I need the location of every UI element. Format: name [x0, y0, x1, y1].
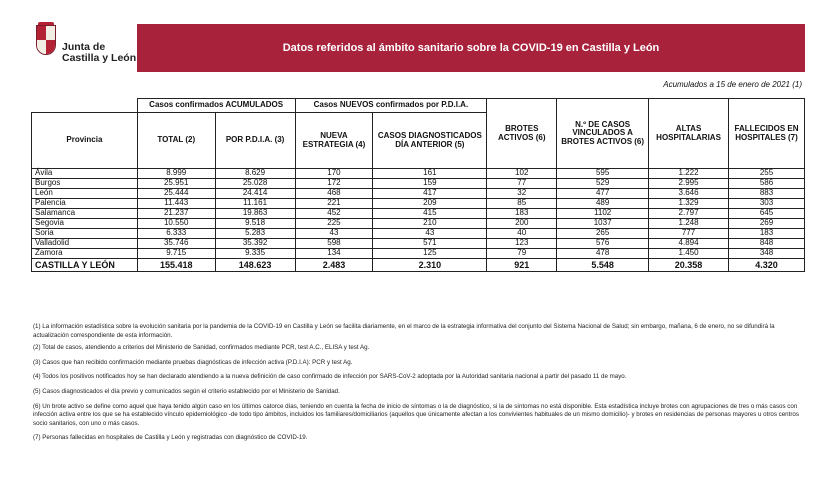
cell-provincia: Burgos: [32, 179, 138, 189]
cell-brotes: 32: [487, 189, 557, 199]
cell-brotes: 200: [487, 219, 557, 229]
cell-nueva: 221: [295, 199, 373, 209]
cell-anterior: 571: [373, 239, 487, 249]
cell-fallecidos: 848: [729, 239, 805, 249]
cell-vinculados: 1102: [557, 209, 649, 219]
cell-brotes: 123: [487, 239, 557, 249]
cell-fallecidos: 269: [729, 219, 805, 229]
cell-total: 21.237: [137, 209, 215, 219]
col-header-fallecidos: FALLECIDOS EN HOSPITALES (7): [729, 99, 805, 169]
table-row: [32, 209, 805, 219]
cell-fallecidos: 883: [729, 189, 805, 199]
col-header-nueva: NUEVA ESTRATEGIA (4): [295, 113, 373, 169]
col-header-altas: ALTAS HOSPITALARIAS: [649, 99, 729, 169]
cell-brotes: 40: [487, 229, 557, 239]
cell-altas: 4.894: [649, 239, 729, 249]
coat-of-arms-icon: [36, 25, 56, 55]
cell-total: 11.443: [137, 199, 215, 209]
footnote: (1) La información estadística sobre la evolución sanitaria por la pandemia de la COVID-19 en Castilla y León se facilita diariamente, en el marco de la estrategia informativa del conjunto del Sistema Nacional de Salud; sin embargo, mañana, 6 de enero, no se difundirá la actualización correspondiente de esta información.: [33, 323, 775, 339]
table-total-row: [32, 259, 805, 272]
cell-fallecidos: 586: [729, 179, 805, 189]
cell-pdia: 11.161: [215, 199, 295, 209]
title-banner: [137, 24, 805, 72]
cell-vinculados: 1037: [557, 219, 649, 229]
cell-brotes: 77: [487, 179, 557, 189]
cell-altas: 2.797: [649, 209, 729, 219]
cell-anterior: 210: [373, 219, 487, 229]
footnote: (3) Casos que han recibido confirmación mediante pruebas diagnósticas de infección activa (P.D.I.A): PCR y test Ag.: [33, 358, 353, 366]
cell-total: 35.746: [137, 239, 215, 249]
cell-vinculados: 529: [557, 179, 649, 189]
cell-provincia: Zamora: [32, 249, 138, 259]
table-row: [32, 199, 805, 209]
cell-altas: 1.222: [649, 169, 729, 179]
cell-pdia: 8.629: [215, 169, 295, 179]
logo-line-1: Junta de: [62, 41, 106, 53]
cell-nueva: 43: [295, 229, 373, 239]
cell-altas: 2.995: [649, 179, 729, 189]
page-title: Datos referidos al ámbito sanitario sobre la COVID-19 en Castilla y León: [282, 42, 660, 54]
as-of-date: Acumulados a 15 de enero de 2021 (1): [663, 80, 802, 89]
cell-nueva: 170: [295, 169, 373, 179]
cell-total: 8.999: [137, 169, 215, 179]
col-header-dia-anterior: CASOS DIAGNOSTICADOS DÍA ANTERIOR (5): [373, 113, 487, 169]
cell-altas: 1.329: [649, 199, 729, 209]
footnote: (4) Todos los positivos notificados hoy se han declarado atendiendo a la nueva definición de caso confirmado de infección por SARS-CoV-2 adoptada por la Autoridad sanitaria nacional a partir del pasado 11 de mayo.: [33, 373, 627, 381]
cell-altas: 1.450: [649, 249, 729, 259]
table-row: [32, 219, 805, 229]
cell-pdia: 25.028: [215, 179, 295, 189]
col-header-vinculados: N.º DE CASOS VINCULADOS A BROTES ACTIVOS (6): [557, 99, 649, 169]
cell-nueva-total: 2.483: [295, 259, 373, 272]
cell-nueva: 468: [295, 189, 373, 199]
cell-pdia: 9.518: [215, 219, 295, 229]
cell-anterior: 417: [373, 189, 487, 199]
cell-total: 25.444: [137, 189, 215, 199]
cell-provincia: Ávila: [32, 169, 138, 179]
table-row: [32, 179, 805, 189]
footnote: (5) Casos diagnosticados el día previo y comunicados según el criterio establecido por el Ministerio de Sanidad.: [33, 387, 340, 395]
cell-total: 25.951: [137, 179, 215, 189]
cell-pdia: 5.283: [215, 229, 295, 239]
covid-data-table: [31, 98, 805, 272]
cell-vinculados: 477: [557, 189, 649, 199]
cell-pdia: 24.414: [215, 189, 295, 199]
cell-nueva: 225: [295, 219, 373, 229]
cell-vinculados: 595: [557, 169, 649, 179]
cell-brotes: 102: [487, 169, 557, 179]
cell-pdia: 35.392: [215, 239, 295, 249]
cell-pdia: 9.335: [215, 249, 295, 259]
cell-fallecidos: 255: [729, 169, 805, 179]
junta-logo: [32, 22, 137, 72]
cell-altas-total: 20.358: [649, 259, 729, 272]
cell-total: 6.333: [137, 229, 215, 239]
cell-anterior: 161: [373, 169, 487, 179]
cell-provincia: Valladolid: [32, 239, 138, 249]
cell-brotes: 85: [487, 199, 557, 209]
table-row: [32, 239, 805, 249]
footnote: (7) Personas fallecidas en hospitales de Castilla y León y registradas con diagnóstico de COVID-19.: [33, 434, 308, 442]
cell-brotes-total: 921: [487, 259, 557, 272]
cell-pdia: 19.863: [215, 209, 295, 219]
cell-fallecidos: 183: [729, 229, 805, 239]
col-header-provincia: Provincia: [32, 113, 138, 169]
cell-anterior: 43: [373, 229, 487, 239]
cell-fallecidos: 348: [729, 249, 805, 259]
cell-nueva: 598: [295, 239, 373, 249]
cell-fallecidos: 303: [729, 199, 805, 209]
cell-total: 10.550: [137, 219, 215, 229]
cell-provincia: Segovia: [32, 219, 138, 229]
cell-provincia: Palencia: [32, 199, 138, 209]
col-header-brotes: BROTES ACTIVOS (6): [487, 99, 557, 169]
cell-provincia: Salamanca: [32, 209, 138, 219]
logo-line-2: Castilla y León: [62, 52, 137, 64]
cell-nueva: 452: [295, 209, 373, 219]
group-header-acumulados: Casos confirmados ACUMULADOS: [137, 99, 295, 113]
cell-nueva: 134: [295, 249, 373, 259]
cell-total-total: 155.418: [137, 259, 215, 272]
cell-vinculados: 489: [557, 199, 649, 209]
cell-provincia-total: CASTILLA Y LEÓN: [32, 259, 138, 272]
cell-altas: 777: [649, 229, 729, 239]
cell-vinculados: 265: [557, 229, 649, 239]
table-row: [32, 169, 805, 179]
group-header-nuevos: Casos NUEVOS confirmados por P.D.I.A.: [295, 99, 487, 113]
cell-vinculados: 576: [557, 239, 649, 249]
cell-vinculados: 478: [557, 249, 649, 259]
footnotes: [33, 323, 803, 449]
cell-total: 9.715: [137, 249, 215, 259]
col-header-total: TOTAL (2): [137, 113, 215, 169]
cell-pdia-total: 148.623: [215, 259, 295, 272]
cell-anterior-total: 2.310: [373, 259, 487, 272]
col-header-pdia: POR P.D.I.A. (3): [215, 113, 295, 169]
cell-brotes: 183: [487, 209, 557, 219]
cell-brotes: 79: [487, 249, 557, 259]
cell-anterior: 209: [373, 199, 487, 209]
table-row: [32, 229, 805, 239]
table-row: [32, 189, 805, 199]
cell-altas: 3.646: [649, 189, 729, 199]
cell-altas: 1.248: [649, 219, 729, 229]
footnote: (2) Total de casos, atendiendo a criterios del Ministerio de Sanidad, confirmados mediante PCR, test A.C., ELISA y test Ag.: [33, 344, 370, 352]
cell-provincia: León: [32, 189, 138, 199]
cell-anterior: 125: [373, 249, 487, 259]
cell-vinculados-total: 5.548: [557, 259, 649, 272]
cell-nueva: 172: [295, 179, 373, 189]
cell-provincia: Soria: [32, 229, 138, 239]
footnote: (6) Un brote activo se define como aquel que haya tenido algún caso en los últimos catorce días, teniendo en cuenta la fecha de inicio de síntomas o la de diagnóstico, si la de síntomas no está disponible. Esta estadística incluye brotes con agrupaciones de tres o más casos con infección activa entre los que se ha establecido vínculo epidemiológico -de todo tipo ámbitos, incluidos los familiares/domiciliarios (aquellos que únicamente afectan a los convivientes habituales de un mismo domicilio)- y brotes en residencias de personas mayores u otros centros socio sanitarios, con uno o más casos.: [33, 402, 799, 427]
cell-fallecidos: 645: [729, 209, 805, 219]
cell-fallecidos-total: 4.320: [729, 259, 805, 272]
table-row: [32, 249, 805, 259]
cell-anterior: 159: [373, 179, 487, 189]
empty-corner: [32, 99, 138, 113]
cell-anterior: 415: [373, 209, 487, 219]
logo-text: [62, 42, 136, 64]
